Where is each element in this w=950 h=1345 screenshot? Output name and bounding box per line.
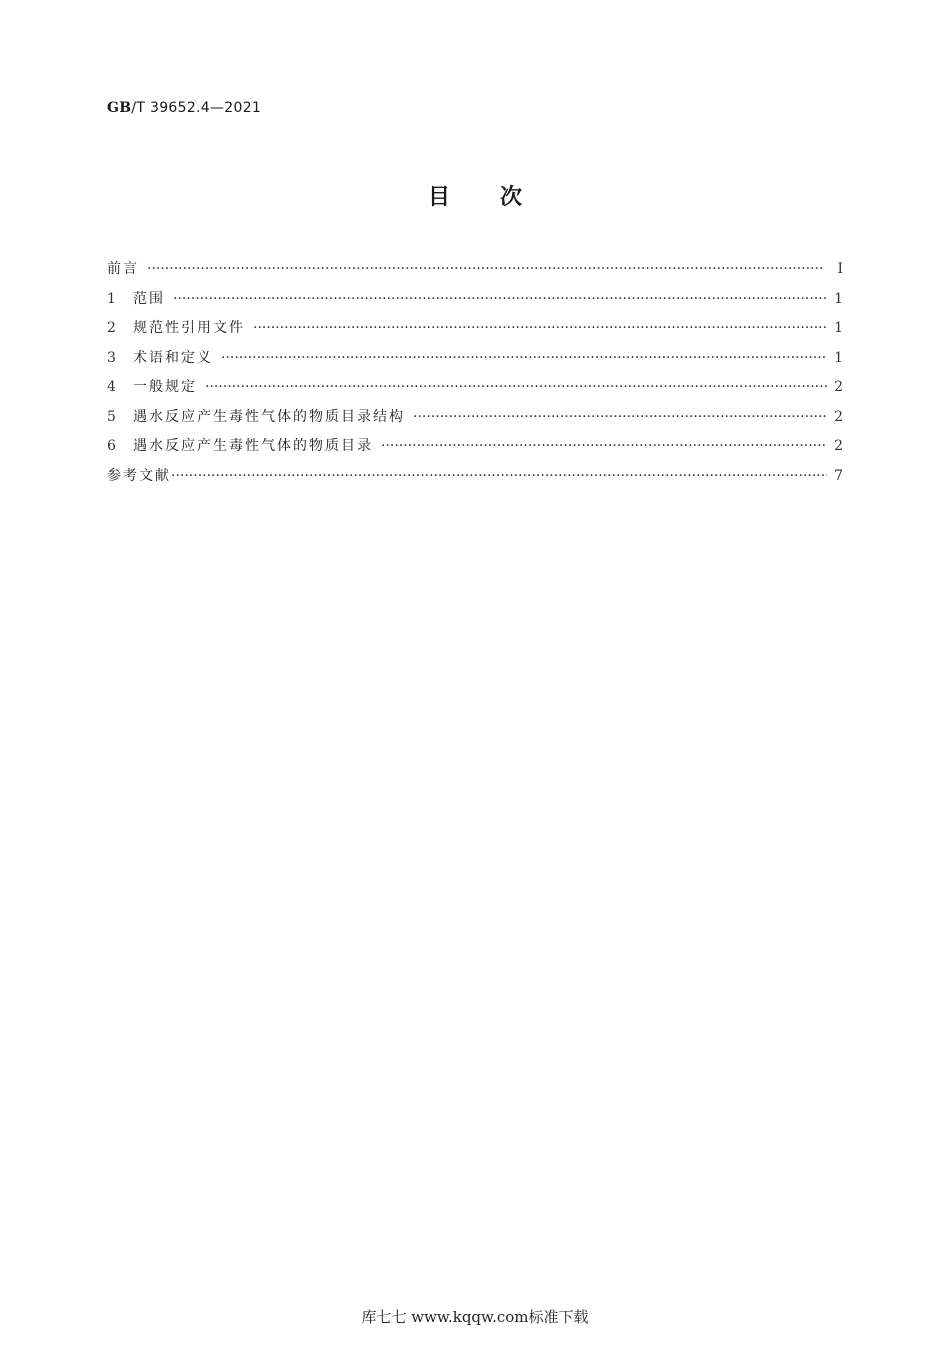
toc-page-number: 1 [834,320,843,336]
standard-code [107,100,261,116]
toc-entry-2[interactable] [107,317,843,347]
standard-code-number: /T 39652.4—2021 [131,100,262,116]
toc-page-number: 2 [834,438,843,454]
toc-page-number: 7 [834,467,843,484]
toc-dot-leader [205,379,827,395]
toc-dot-leader [221,350,827,366]
toc-dot-leader [253,320,827,336]
toc-entry-4[interactable] [107,376,843,406]
toc-entry-number: 4 [107,379,116,395]
toc-entry-label: 一般规定 [133,379,197,395]
toc-entry-number: 3 [107,349,116,366]
toc-entry-number: 1 [107,290,116,307]
toc-entry-3[interactable] [107,347,843,377]
toc-dot-leader [171,468,827,484]
page-title: 目次 [427,185,572,210]
toc-dot-leader [173,291,827,307]
toc-entry-number: 6 [107,438,116,454]
toc-entry-6[interactable] [107,435,843,465]
toc-page-number: 2 [834,379,843,395]
download-source-footer: 库七七 www.kqqw.com标准下载 [361,1308,589,1326]
toc-entry-label: 规范性引用文件 [133,320,245,336]
toc-entry-label: 范围 [133,290,165,307]
toc-entry-label: 遇水反应产生毒性气体的物质目录结构 [133,408,405,425]
toc-entry-label: 前言 [107,261,139,277]
toc-dot-leader [381,438,827,454]
toc-entry-label: 参考文献 [107,467,171,484]
toc-dot-leader [413,409,827,425]
toc-entry-label: 遇水反应产生毒性气体的物质目录 [133,438,373,454]
toc-page-number: 1 [834,349,843,366]
toc-entry-number: 5 [107,408,116,425]
toc-entry-bibliography[interactable] [107,465,843,495]
toc-page-number: 1 [834,290,843,307]
toc-dot-leader [147,261,827,277]
toc-page-number: Ⅰ [837,261,843,277]
standard-code-gb: GB [107,100,132,116]
toc-page-number: 2 [834,408,843,425]
toc-entry-number: 2 [107,320,116,336]
toc-entry-foreword[interactable] [107,258,843,288]
toc-entry-1[interactable] [107,288,843,318]
toc-entry-5[interactable] [107,406,843,436]
toc-entry-label: 术语和定义 [133,349,213,366]
table-of-contents [107,258,843,494]
